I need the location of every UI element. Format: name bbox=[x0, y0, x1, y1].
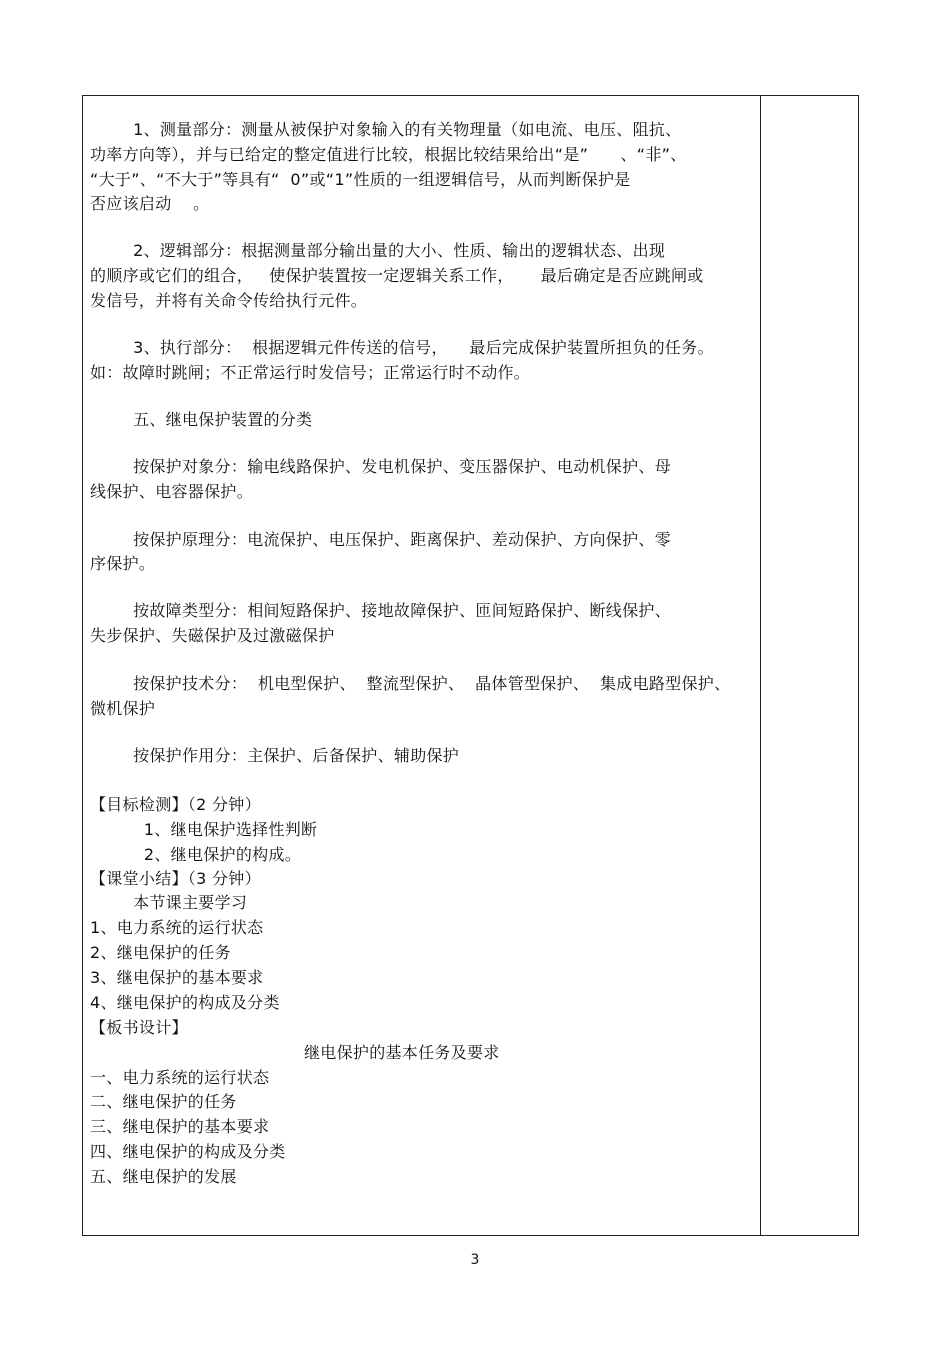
execute-part-line-1: 3、执行部分： 根据逻辑元件传送的信号， 最后完成保护装置所担负的任务。 bbox=[90, 338, 714, 357]
classify-object-line-2: 线保护、电容器保护。 bbox=[90, 482, 254, 501]
classify-function-line: 按保护作用分：主保护、后备保护、辅助保护 bbox=[90, 746, 460, 765]
summary-item-1: 1、电力系统的运行状态 bbox=[90, 918, 264, 937]
measure-part-line-4: 否应该启动 。 bbox=[90, 194, 210, 213]
summary-intro: 本节课主要学习 bbox=[90, 893, 248, 912]
logic-part-line-2: 的顺序或它们的组合， 使保护装置按一定逻辑关系工作， 最后确定是否应跳闸或 bbox=[90, 266, 704, 285]
classify-fault-line-2: 失步保护、失磁保护及过激磁保护 bbox=[90, 626, 335, 645]
target-check-item-1: 1、继电保护选择性判断 bbox=[90, 820, 318, 839]
board-design-item-5: 五、继电保护的发展 bbox=[90, 1167, 237, 1186]
table-column-divider bbox=[760, 95, 761, 1236]
classify-technology-line-1: 按保护技术分： 机电型保护、 整流型保护、 晶体管型保护、 集成电路型保护、 bbox=[90, 674, 731, 693]
board-design-heading: 【板书设计】 bbox=[90, 1018, 188, 1037]
summary-item-2: 2、继电保护的任务 bbox=[90, 943, 231, 962]
classify-fault-line-1: 按故障类型分：相间短路保护、接地故障保护、匝间短路保护、断线保护、 bbox=[90, 601, 671, 620]
classify-principle-line-2: 序保护。 bbox=[90, 554, 156, 573]
page-number: 3 bbox=[470, 1252, 480, 1268]
logic-part-line-3: 发信号，并将有关命令传给执行元件。 bbox=[90, 291, 368, 310]
section-heading: 五、继电保护装置的分类 bbox=[90, 410, 313, 429]
classify-technology-line-2: 微机保护 bbox=[90, 699, 156, 718]
execute-part-line-2: 如：故障时跳闸；不正常运行时发信号；正常运行时不动作。 bbox=[90, 363, 531, 382]
board-design-item-3: 三、继电保护的基本要求 bbox=[90, 1117, 270, 1136]
summary-item-3: 3、继电保护的基本要求 bbox=[90, 968, 264, 987]
summary-item-4: 4、继电保护的构成及分类 bbox=[90, 993, 280, 1012]
measure-part-line-2: 功率方向等），并与已给定的整定值进行比较，根据比较结果给出“是” 、“非”、 bbox=[90, 145, 687, 164]
board-design-title: 继电保护的基本任务及要求 bbox=[304, 1043, 500, 1062]
measure-part-line-3: “大于”、“不大于”等具有“ 0”或“1”性质的一组逻辑信号，从而判断保护是 bbox=[90, 170, 631, 189]
target-check-heading: 【目标检测】（2 分钟） bbox=[90, 795, 261, 814]
summary-heading: 【课堂小结】（3 分钟） bbox=[90, 869, 261, 888]
measure-part-line-1: 1、测量部分：测量从被保护对象输入的有关物理量（如电流、电压、阻抗、 bbox=[90, 120, 682, 139]
target-check-item-2: 2、继电保护的构成。 bbox=[90, 845, 302, 864]
board-design-item-4: 四、继电保护的构成及分类 bbox=[90, 1142, 286, 1161]
board-design-item-1: 一、电力系统的运行状态 bbox=[90, 1068, 270, 1087]
classify-principle-line-1: 按保护原理分：电流保护、电压保护、距离保护、差动保护、方向保护、零 bbox=[90, 530, 671, 549]
classify-object-line-1: 按保护对象分：输电线路保护、发电机保护、变压器保护、电动机保护、母 bbox=[90, 457, 671, 476]
logic-part-line-1: 2、逻辑部分：根据测量部分输出量的大小、性质、输出的逻辑状态、出现 bbox=[90, 241, 666, 260]
board-design-item-2: 二、继电保护的任务 bbox=[90, 1092, 237, 1111]
